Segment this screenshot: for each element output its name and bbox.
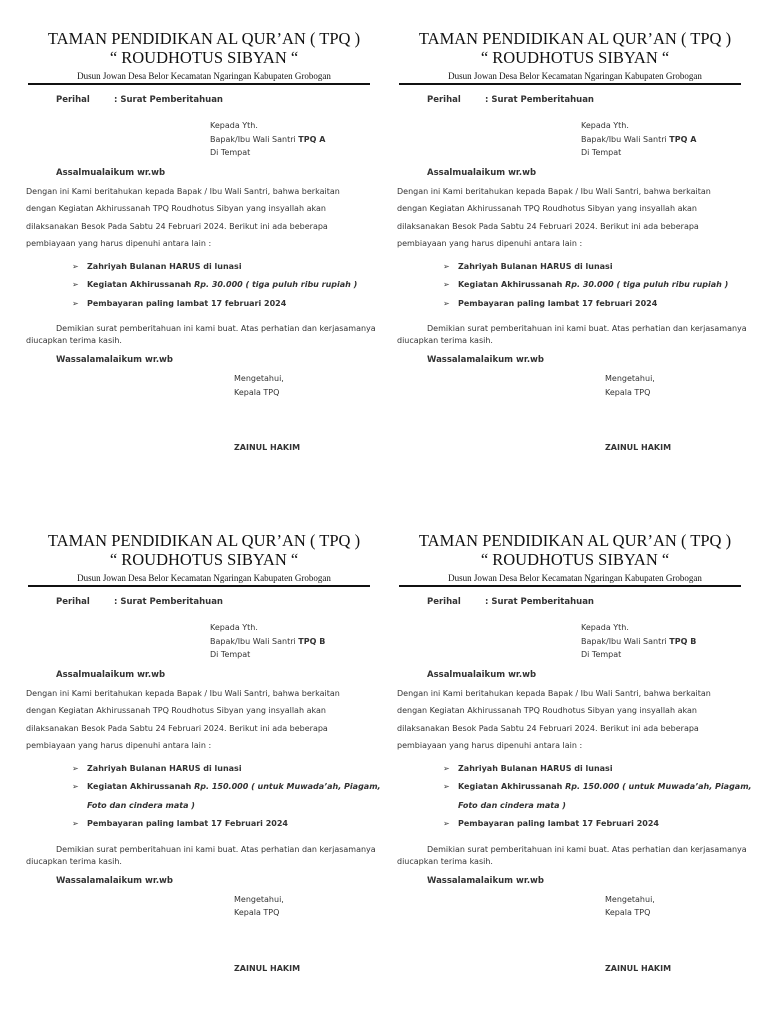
perihal-value: : Surat Pemberitahuan: [485, 95, 594, 105]
arrow-bullet-icon: ➢: [443, 763, 450, 773]
closing-paragraph: Demikian surat pemberitahuan ini kami buat. Atas perhatian dan kerjasamanya diucapkan terima kasih.: [397, 844, 747, 866]
recipient-line-1: Kepada Yth.: [581, 121, 629, 130]
perihal-row: [56, 597, 382, 609]
school-name: “ ROUDHOTUS SIBYAN “: [109, 550, 299, 569]
signature-block: [234, 372, 382, 399]
body-line: Dengan ini Kami beritahukan kepada Bapak / Ibu Wali Santri, bahwa berkaitan: [397, 688, 711, 698]
recipient-group: TPQ A: [669, 134, 697, 144]
arrow-bullet-icon: ➢: [72, 280, 79, 289]
valediction: Wassalamalaikum wr.wb: [427, 355, 544, 365]
school-address: Dusun Jowan Desa Belor Kecamatan Ngaringan Kabupaten Grobogan: [448, 71, 702, 81]
body-line: Dengan ini Kami beritahukan kepada Bapak / Ibu Wali Santri, bahwa berkaitan: [397, 186, 711, 196]
arrow-bullet-icon: ➢: [72, 261, 79, 271]
recipient-line-2: Bapak/Ibu Wali Santri TPQ B: [581, 636, 697, 646]
body-line: dengan Kegiatan Akhirussanah TPQ Roudhotus Sibyan yang insyallah akan: [397, 706, 697, 715]
sign-line-1: Mengetahui,: [234, 374, 284, 383]
list-item: ➢ Zahriyah Bulanan HARUS di lunasi: [443, 760, 753, 779]
body-line: dilaksanakan Besok Pada Sabtu 24 Februari 2024. Berikut ini ada beberapa: [26, 723, 328, 733]
sign-line-1: Mengetahui,: [234, 894, 284, 904]
signer-name: ZAINUL HAKIM: [605, 963, 672, 973]
school-title: TAMAN PENDIDIKAN AL QUR’AN ( TPQ ): [418, 531, 732, 550]
sign-line-2: Kepala TPQ: [605, 387, 651, 397]
body-line: pembiayaan yang harus dipenuhi antara lain :: [397, 741, 583, 750]
school-address: Dusun Jowan Desa Belor Kecamatan Ngaringan Kabupaten Grobogan: [77, 71, 331, 81]
recipient-line-3: Di Tempat: [210, 650, 251, 659]
payment-list: [26, 258, 382, 314]
letter-body: [26, 685, 378, 755]
recipient-group: TPQ B: [669, 636, 697, 646]
letter-body: [397, 183, 749, 253]
list-item: ➢ Kegiatan Akhirussanah Rp. 30.000 ( tiga puluh ribu rupiah ): [72, 276, 382, 295]
valediction: Wassalamalaikum wr.wb: [56, 355, 173, 365]
letter: [397, 22, 753, 522]
school-address: Dusun Jowan Desa Belor Kecamatan Ngaringan Kabupaten Grobogan: [77, 573, 331, 583]
perihal-label: Perihal: [56, 95, 90, 105]
greeting: Assalmualaikum wr.wb: [427, 669, 537, 680]
list-item: ➢ Kegiatan Akhirussanah Rp. 150.000 ( untuk Muwada’ah, Piagam, Foto dan cindera mata ): [443, 778, 753, 815]
body-line: pembiayaan yang harus dipenuhi antara lain :: [26, 239, 212, 248]
arrow-bullet-icon: ➢: [72, 298, 79, 308]
recipient-block: [210, 621, 382, 662]
payment-list: [397, 258, 753, 314]
recipient-line-3: Di Tempat: [210, 148, 251, 157]
letter: [26, 22, 382, 522]
perihal-label: Perihal: [427, 597, 461, 607]
header-divider: [399, 83, 741, 85]
school-title: TAMAN PENDIDIKAN AL QUR’AN ( TPQ ): [47, 531, 361, 550]
sign-line-2: Kepala TPQ: [234, 908, 280, 917]
arrow-bullet-icon: ➢: [443, 280, 450, 289]
school-title: TAMAN PENDIDIKAN AL QUR’AN ( TPQ ): [418, 29, 732, 48]
perihal-value: : Surat Pemberitahuan: [485, 597, 594, 607]
recipient-line-3: Di Tempat: [581, 148, 622, 157]
sign-line-1: Mengetahui,: [605, 894, 655, 904]
body-line: Dengan ini Kami beritahukan kepada Bapak / Ibu Wali Santri, bahwa berkaitan: [26, 688, 340, 698]
greeting: Assalmualaikum wr.wb: [427, 167, 537, 178]
arrow-bullet-icon: ➢: [72, 782, 79, 791]
recipient-line-2: Bapak/Ibu Wali Santri TPQ A: [581, 134, 697, 144]
school-name: “ ROUDHOTUS SIBYAN “: [480, 48, 670, 67]
perihal-label: Perihal: [427, 95, 461, 105]
signature-block: [605, 893, 753, 920]
recipient-line-1: Kepada Yth.: [581, 623, 629, 632]
body-line: dilaksanakan Besok Pada Sabtu 24 Februari 2024. Berikut ini ada beberapa: [397, 221, 699, 231]
signer-name: ZAINUL HAKIM: [234, 443, 301, 452]
sign-line-1: Mengetahui,: [605, 374, 655, 383]
body-line: pembiayaan yang harus dipenuhi antara lain :: [26, 741, 212, 750]
letter: [397, 524, 753, 1024]
recipient-line-1: Kepada Yth.: [210, 121, 258, 130]
school-title: TAMAN PENDIDIKAN AL QUR’AN ( TPQ ): [47, 29, 361, 48]
recipient-line-1: Kepada Yth.: [210, 623, 258, 632]
recipient-block: [581, 119, 753, 160]
recipient-group: TPQ B: [298, 636, 326, 646]
recipient-group: TPQ A: [298, 134, 326, 144]
arrow-bullet-icon: ➢: [443, 782, 450, 791]
recipient-line-3: Di Tempat: [581, 650, 622, 659]
header-divider: [28, 83, 370, 85]
arrow-bullet-icon: ➢: [72, 763, 79, 773]
perihal-row: [427, 597, 753, 609]
list-item: ➢ Pembayaran paling lambat 17 februari 2024: [443, 295, 753, 314]
perihal-row: [427, 95, 753, 107]
arrow-bullet-icon: ➢: [443, 261, 450, 271]
list-item: ➢ Zahriyah Bulanan HARUS di lunasi: [72, 760, 382, 779]
body-line: dilaksanakan Besok Pada Sabtu 24 Februari 2024. Berikut ini ada beberapa: [26, 221, 328, 231]
payment-list: [26, 760, 382, 834]
list-item: ➢ Kegiatan Akhirussanah Rp. 150.000 ( untuk Muwada’ah, Piagam, Foto dan cindera mata ): [72, 778, 382, 815]
school-address: Dusun Jowan Desa Belor Kecamatan Ngaringan Kabupaten Grobogan: [448, 573, 702, 583]
recipient-block: [581, 621, 753, 662]
body-line: Dengan ini Kami beritahukan kepada Bapak / Ibu Wali Santri, bahwa berkaitan: [26, 186, 340, 196]
signer-name: ZAINUL HAKIM: [234, 963, 301, 973]
signature-block: [605, 372, 753, 399]
arrow-bullet-icon: ➢: [443, 298, 450, 308]
body-line: dengan Kegiatan Akhirussanah TPQ Roudhotus Sibyan yang insyallah akan: [26, 706, 326, 715]
recipient-line-2: Bapak/Ibu Wali Santri TPQ B: [210, 636, 326, 646]
body-line: dengan Kegiatan Akhirussanah TPQ Roudhotus Sibyan yang insyallah akan: [26, 204, 326, 213]
perihal-value: : Surat Pemberitahuan: [114, 95, 223, 105]
perihal-label: Perihal: [56, 597, 90, 607]
signer-name: ZAINUL HAKIM: [605, 443, 672, 452]
school-name: “ ROUDHOTUS SIBYAN “: [109, 48, 299, 67]
body-line: pembiayaan yang harus dipenuhi antara lain :: [397, 239, 583, 248]
header-divider: [399, 585, 741, 587]
list-item: ➢ Pembayaran paling lambat 17 Februari 2024: [443, 815, 753, 834]
arrow-bullet-icon: ➢: [443, 819, 450, 828]
body-line: dilaksanakan Besok Pada Sabtu 24 Februari 2024. Berikut ini ada beberapa: [397, 723, 699, 733]
letter: [26, 524, 382, 1024]
list-item: ➢ Kegiatan Akhirussanah Rp. 30.000 ( tiga puluh ribu rupiah ): [443, 276, 753, 295]
list-item: ➢ Pembayaran paling lambat 17 februari 2024: [72, 295, 382, 314]
sign-line-2: Kepala TPQ: [605, 908, 651, 917]
school-name: “ ROUDHOTUS SIBYAN “: [480, 550, 670, 569]
list-item: ➢ Zahriyah Bulanan HARUS di lunasi: [72, 258, 382, 277]
greeting: Assalmualaikum wr.wb: [56, 669, 166, 680]
list-item: ➢ Pembayaran paling lambat 17 Februari 2024: [72, 815, 382, 834]
recipient-line-2: Bapak/Ibu Wali Santri TPQ A: [210, 134, 326, 144]
closing-paragraph: Demikian surat pemberitahuan ini kami buat. Atas perhatian dan kerjasamanya diucapkan terima kasih.: [26, 844, 376, 866]
header-divider: [28, 585, 370, 587]
valediction: Wassalamalaikum wr.wb: [427, 875, 544, 886]
arrow-bullet-icon: ➢: [72, 819, 79, 828]
payment-list: [397, 760, 753, 834]
sign-line-2: Kepala TPQ: [234, 387, 280, 397]
list-item: ➢ Zahriyah Bulanan HARUS di lunasi: [443, 258, 753, 277]
recipient-block: [210, 119, 382, 160]
signature-block: [234, 893, 382, 920]
perihal-row: [56, 95, 382, 107]
closing-paragraph: Demikian surat pemberitahuan ini kami buat. Atas perhatian dan kerjasamanya diucapkan terima kasih.: [397, 324, 747, 345]
letter-body: [26, 183, 378, 253]
body-line: dengan Kegiatan Akhirussanah TPQ Roudhotus Sibyan yang insyallah akan: [397, 204, 697, 213]
letter-body: [397, 685, 749, 755]
greeting: Assalmualaikum wr.wb: [56, 167, 166, 178]
closing-paragraph: Demikian surat pemberitahuan ini kami buat. Atas perhatian dan kerjasamanya diucapkan terima kasih.: [26, 324, 376, 345]
valediction: Wassalamalaikum wr.wb: [56, 875, 173, 886]
perihal-value: : Surat Pemberitahuan: [114, 597, 223, 607]
